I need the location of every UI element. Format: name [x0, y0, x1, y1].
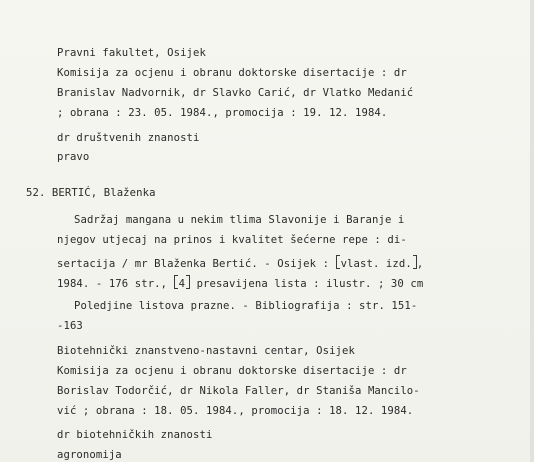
extra-pages: 4	[178, 278, 186, 290]
entry2-degree: dr biotehničkih znanosti	[57, 429, 213, 441]
entry2-title-line4: 1984. - 176 str., 4 presavijena lista : ilustr. ; 30 cm	[57, 275, 423, 290]
entry2-heading	[26, 188, 156, 199]
entry2-title-line3: sertacija / mr Blaženka Bertić. - Osijek : vlast. izd. ,	[57, 255, 423, 270]
entry2-note-line2: -163	[57, 320, 83, 332]
bracket-open	[174, 275, 178, 289]
entry2-committee-line2: Borislav Todorčić, dr Nikola Faller, dr Staniša Mancilo-	[57, 385, 420, 397]
entry-author: BERTIĆ, Blaženka	[51, 187, 156, 199]
entry1-committee-line3: ; obrana : 23. 05. 1984., promocija : 19. 12. 1984.	[57, 107, 388, 119]
entry2-title-line2: njegov utjecaj na prinos i kvalitet šećerne repe : di-	[57, 234, 407, 246]
entry2-committee-line3: vić ; obrana : 18. 05. 1984., promocija : 18. 12. 1984.	[57, 405, 414, 417]
entry-number: 52.	[26, 187, 46, 199]
entry1-committee-line2: Branislav Nadvornik, dr Slavko Carić, dr Vlatko Medanić	[57, 87, 414, 99]
entry1-institution: Pravni fakultet, Osijek	[57, 47, 206, 59]
publisher: vlast. izd.	[340, 258, 412, 270]
entry1-field: pravo	[57, 151, 90, 163]
page-edge	[530, 0, 534, 462]
entry1-degree: dr društvenih znanosti	[57, 132, 200, 144]
entry2-title-line1: Sadržaj mangana u nekim tlima Slavonije i Baranje i	[74, 214, 405, 226]
entry2-note-line1: Poledjine listova prazne. - Bibliografija : str. 151-	[74, 300, 418, 312]
entry2-field: agronomija	[57, 449, 122, 461]
entry1-committee-line1: Komisija za ocjenu i obranu doktorske disertacije : dr	[57, 67, 407, 79]
entry2-institution: Biotehnički znanstveno-nastavni centar, Osijek	[57, 345, 355, 357]
bracket-open	[336, 255, 340, 269]
entry2-committee-line1: Komisija za ocjenu i obranu doktorske disertacije : dr	[57, 365, 407, 377]
